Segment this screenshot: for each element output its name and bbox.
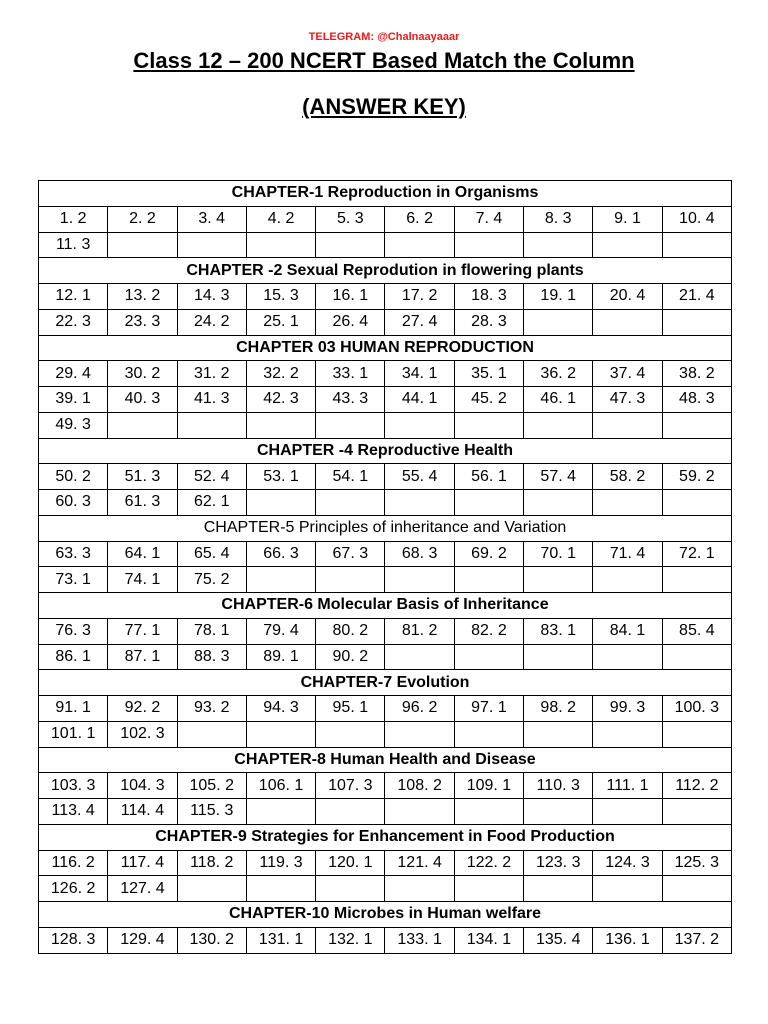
answer-cell: 87. 1 — [108, 644, 177, 670]
answer-cell: 74. 1 — [108, 567, 177, 593]
answer-row — [39, 361, 732, 387]
answer-row — [39, 696, 732, 722]
answer-cell — [593, 876, 662, 902]
answer-cell: 23. 3 — [108, 309, 177, 335]
answer-cell — [593, 412, 662, 438]
answer-cell: 114. 4 — [108, 799, 177, 825]
chapter-header-row — [39, 670, 732, 696]
answer-cell: 14. 3 — [177, 284, 246, 310]
answer-cell: 137. 2 — [662, 927, 731, 953]
answer-cell: 66. 3 — [246, 541, 315, 567]
answer-cell — [662, 412, 731, 438]
answer-cell: 64. 1 — [108, 541, 177, 567]
answer-row — [39, 284, 732, 310]
answer-cell — [454, 232, 523, 258]
answer-cell — [385, 876, 454, 902]
answer-cell — [316, 799, 385, 825]
answer-cell: 34. 1 — [385, 361, 454, 387]
answer-cell: 83. 1 — [524, 618, 593, 644]
answer-cell: 41. 3 — [177, 387, 246, 413]
answer-cell: 88. 3 — [177, 644, 246, 670]
answer-cell — [662, 232, 731, 258]
answer-cell: 31. 2 — [177, 361, 246, 387]
answer-row — [39, 412, 732, 438]
answer-cell: 25. 1 — [246, 309, 315, 335]
answer-row — [39, 618, 732, 644]
answer-cell: 130. 2 — [177, 927, 246, 953]
telegram-handle: TELEGRAM: @Chalnaayaaar — [308, 31, 460, 43]
answer-cell — [454, 721, 523, 747]
answer-cell — [454, 567, 523, 593]
answer-cell — [108, 412, 177, 438]
answer-cell — [524, 490, 593, 516]
chapter-header-row — [39, 593, 732, 619]
answer-cell: 12. 1 — [39, 284, 108, 310]
answer-cell: 75. 2 — [177, 567, 246, 593]
answer-cell: 100. 3 — [662, 696, 731, 722]
chapter-title: CHAPTER -4 Reproductive Health — [39, 438, 732, 464]
answer-cell: 86. 1 — [39, 644, 108, 670]
answer-cell: 24. 2 — [177, 309, 246, 335]
chapter-header-row — [39, 258, 732, 284]
answer-cell — [246, 232, 315, 258]
answer-cell — [524, 721, 593, 747]
answer-cell: 101. 1 — [39, 721, 108, 747]
answer-cell — [246, 567, 315, 593]
answer-cell: 48. 3 — [662, 387, 731, 413]
answer-cell: 65. 4 — [177, 541, 246, 567]
answer-cell: 27. 4 — [385, 309, 454, 335]
answer-cell — [316, 412, 385, 438]
answer-cell: 68. 3 — [385, 541, 454, 567]
answer-cell: 99. 3 — [593, 696, 662, 722]
answer-cell: 61. 3 — [108, 490, 177, 516]
answer-row — [39, 850, 732, 876]
answer-cell: 115. 3 — [177, 799, 246, 825]
chapter-title: CHAPTER-5 Principles of inheritance and Variation — [39, 515, 732, 541]
answer-cell: 106. 1 — [246, 773, 315, 799]
answer-cell: 16. 1 — [316, 284, 385, 310]
answer-row — [39, 927, 732, 953]
answer-cell: 17. 2 — [385, 284, 454, 310]
answer-cell — [246, 876, 315, 902]
answer-cell: 32. 2 — [246, 361, 315, 387]
answer-cell: 19. 1 — [524, 284, 593, 310]
answer-cell — [454, 490, 523, 516]
answer-cell: 37. 4 — [593, 361, 662, 387]
answer-cell: 79. 4 — [246, 618, 315, 644]
answer-cell — [524, 412, 593, 438]
answer-cell — [593, 490, 662, 516]
answer-cell: 7. 4 — [454, 206, 523, 232]
answer-cell: 103. 3 — [39, 773, 108, 799]
answer-cell: 22. 3 — [39, 309, 108, 335]
answer-cell: 20. 4 — [593, 284, 662, 310]
answer-cell — [177, 232, 246, 258]
answer-cell: 56. 1 — [454, 464, 523, 490]
answer-cell: 124. 3 — [593, 850, 662, 876]
answer-cell — [246, 412, 315, 438]
answer-cell — [385, 721, 454, 747]
answer-cell: 54. 1 — [316, 464, 385, 490]
answer-cell: 110. 3 — [524, 773, 593, 799]
answer-cell: 73. 1 — [39, 567, 108, 593]
answer-cell: 13. 2 — [108, 284, 177, 310]
answer-cell: 46. 1 — [524, 387, 593, 413]
answer-cell — [454, 412, 523, 438]
answer-cell: 89. 1 — [246, 644, 315, 670]
answer-cell: 40. 3 — [108, 387, 177, 413]
answer-cell: 63. 3 — [39, 541, 108, 567]
answer-cell: 85. 4 — [662, 618, 731, 644]
answer-cell — [593, 309, 662, 335]
answer-cell: 62. 1 — [177, 490, 246, 516]
answer-cell: 131. 1 — [246, 927, 315, 953]
answer-cell: 42. 3 — [246, 387, 315, 413]
answer-cell: 21. 4 — [662, 284, 731, 310]
answer-cell: 134. 1 — [454, 927, 523, 953]
answer-cell — [177, 876, 246, 902]
answer-cell: 80. 2 — [316, 618, 385, 644]
answer-cell — [593, 644, 662, 670]
answer-cell: 35. 1 — [454, 361, 523, 387]
answer-cell: 90. 2 — [316, 644, 385, 670]
answer-cell: 26. 4 — [316, 309, 385, 335]
answer-cell: 8. 3 — [524, 206, 593, 232]
answer-cell — [662, 309, 731, 335]
answer-cell — [246, 490, 315, 516]
answer-cell: 38. 2 — [662, 361, 731, 387]
answer-cell: 9. 1 — [593, 206, 662, 232]
chapter-title: CHAPTER -2 Sexual Reprodution in flowering plants — [39, 258, 732, 284]
answer-cell: 36. 2 — [524, 361, 593, 387]
answer-cell: 96. 2 — [385, 696, 454, 722]
answer-cell: 95. 1 — [316, 696, 385, 722]
answer-cell: 45. 2 — [454, 387, 523, 413]
answer-cell: 29. 4 — [39, 361, 108, 387]
answer-cell: 43. 3 — [316, 387, 385, 413]
chapter-header-row — [39, 747, 732, 773]
answer-cell — [524, 876, 593, 902]
answer-cell — [593, 721, 662, 747]
answer-cell: 30. 2 — [108, 361, 177, 387]
answer-cell: 58. 2 — [593, 464, 662, 490]
answer-cell: 39. 1 — [39, 387, 108, 413]
answer-cell: 127. 4 — [108, 876, 177, 902]
chapter-header-row — [39, 181, 732, 207]
answer-cell: 136. 1 — [593, 927, 662, 953]
chapter-title: CHAPTER-8 Human Health and Disease — [39, 747, 732, 773]
answer-cell — [593, 567, 662, 593]
answer-row — [39, 206, 732, 232]
answer-cell: 126. 2 — [39, 876, 108, 902]
answer-cell: 94. 3 — [246, 696, 315, 722]
answer-cell — [454, 799, 523, 825]
answer-cell — [593, 799, 662, 825]
answer-cell: 116. 2 — [39, 850, 108, 876]
answer-cell: 133. 1 — [385, 927, 454, 953]
chapter-header-row — [39, 335, 732, 361]
chapter-title: CHAPTER-10 Microbes in Human welfare — [39, 902, 732, 928]
answer-cell: 112. 2 — [662, 773, 731, 799]
answer-cell: 67. 3 — [316, 541, 385, 567]
answer-cell: 69. 2 — [454, 541, 523, 567]
chapter-header-row — [39, 515, 732, 541]
answer-cell — [316, 232, 385, 258]
answer-cell: 107. 3 — [316, 773, 385, 799]
answer-row — [39, 799, 732, 825]
answer-cell: 6. 2 — [385, 206, 454, 232]
answer-cell: 72. 1 — [662, 541, 731, 567]
answer-cell — [454, 876, 523, 902]
answer-cell: 123. 3 — [524, 850, 593, 876]
answer-cell — [524, 567, 593, 593]
answer-cell — [385, 412, 454, 438]
answer-row — [39, 876, 732, 902]
answer-cell: 53. 1 — [246, 464, 315, 490]
answer-cell — [316, 567, 385, 593]
answer-cell: 91. 1 — [39, 696, 108, 722]
answer-cell: 82. 2 — [454, 618, 523, 644]
answer-row — [39, 721, 732, 747]
answer-cell: 33. 1 — [316, 361, 385, 387]
page-title: Class 12 – 200 NCERT Based Match the Column — [133, 48, 635, 73]
answer-cell: 59. 2 — [662, 464, 731, 490]
answer-cell — [454, 644, 523, 670]
chapter-header-row — [39, 438, 732, 464]
answer-cell: 128. 3 — [39, 927, 108, 953]
answer-cell: 117. 4 — [108, 850, 177, 876]
answer-cell: 121. 4 — [385, 850, 454, 876]
answer-cell: 119. 3 — [246, 850, 315, 876]
answer-cell: 3. 4 — [177, 206, 246, 232]
answer-cell — [593, 232, 662, 258]
answer-cell: 78. 1 — [177, 618, 246, 644]
answer-cell: 60. 3 — [39, 490, 108, 516]
answer-cell — [662, 799, 731, 825]
chapter-header-row — [39, 902, 732, 928]
answer-cell — [316, 876, 385, 902]
answer-row — [39, 773, 732, 799]
answer-row — [39, 644, 732, 670]
answer-cell: 76. 3 — [39, 618, 108, 644]
answer-row — [39, 309, 732, 335]
answer-cell: 44. 1 — [385, 387, 454, 413]
answer-key-table — [38, 180, 732, 954]
answer-cell: 104. 3 — [108, 773, 177, 799]
answer-cell: 108. 2 — [385, 773, 454, 799]
chapter-title: CHAPTER-1 Reproduction in Organisms — [39, 181, 732, 207]
answer-cell: 2. 2 — [108, 206, 177, 232]
answer-cell: 105. 2 — [177, 773, 246, 799]
answer-cell: 93. 2 — [177, 696, 246, 722]
answer-cell — [246, 799, 315, 825]
answer-cell — [316, 490, 385, 516]
answer-cell — [385, 490, 454, 516]
chapter-title: CHAPTER-7 Evolution — [39, 670, 732, 696]
chapter-title: CHAPTER-9 Strategies for Enhancement in Food Production — [39, 824, 732, 850]
answer-cell: 28. 3 — [454, 309, 523, 335]
answer-cell — [385, 799, 454, 825]
answer-cell — [316, 721, 385, 747]
answer-cell: 10. 4 — [662, 206, 731, 232]
answer-cell: 111. 1 — [593, 773, 662, 799]
answer-cell — [524, 232, 593, 258]
answer-cell: 57. 4 — [524, 464, 593, 490]
answer-cell — [246, 721, 315, 747]
answer-cell: 71. 4 — [593, 541, 662, 567]
answer-cell — [662, 490, 731, 516]
answer-cell: 77. 1 — [108, 618, 177, 644]
answer-cell — [662, 876, 731, 902]
answer-cell: 97. 1 — [454, 696, 523, 722]
answer-cell: 18. 3 — [454, 284, 523, 310]
answer-cell: 129. 4 — [108, 927, 177, 953]
answer-cell — [385, 232, 454, 258]
answer-cell: 81. 2 — [385, 618, 454, 644]
answer-cell: 70. 1 — [524, 541, 593, 567]
answer-cell: 102. 3 — [108, 721, 177, 747]
answer-cell — [662, 567, 731, 593]
answer-cell: 120. 1 — [316, 850, 385, 876]
answer-cell — [662, 721, 731, 747]
answer-row — [39, 567, 732, 593]
answer-row — [39, 490, 732, 516]
answer-cell: 49. 3 — [39, 412, 108, 438]
answer-cell: 11. 3 — [39, 232, 108, 258]
answer-cell — [385, 644, 454, 670]
answer-cell — [177, 412, 246, 438]
chapter-title: CHAPTER-6 Molecular Basis of Inheritance — [39, 593, 732, 619]
answer-cell: 4. 2 — [246, 206, 315, 232]
answer-cell: 109. 1 — [454, 773, 523, 799]
answer-cell: 1. 2 — [39, 206, 108, 232]
answer-cell: 51. 3 — [108, 464, 177, 490]
answer-cell: 113. 4 — [39, 799, 108, 825]
answer-cell — [662, 644, 731, 670]
answer-cell: 55. 4 — [385, 464, 454, 490]
answer-cell — [524, 799, 593, 825]
answer-cell — [524, 309, 593, 335]
answer-cell: 5. 3 — [316, 206, 385, 232]
answer-row — [39, 541, 732, 567]
answer-cell: 84. 1 — [593, 618, 662, 644]
answer-cell: 98. 2 — [524, 696, 593, 722]
answer-row — [39, 464, 732, 490]
answer-cell: 15. 3 — [246, 284, 315, 310]
answer-cell — [108, 232, 177, 258]
answer-cell: 125. 3 — [662, 850, 731, 876]
answer-cell: 47. 3 — [593, 387, 662, 413]
answer-row — [39, 387, 732, 413]
answer-key-body — [39, 181, 732, 954]
answer-cell — [524, 644, 593, 670]
answer-cell — [177, 721, 246, 747]
answer-cell: 132. 1 — [316, 927, 385, 953]
answer-cell: 50. 2 — [39, 464, 108, 490]
page-subtitle: (ANSWER KEY) — [302, 94, 466, 119]
answer-cell: 92. 2 — [108, 696, 177, 722]
answer-cell — [385, 567, 454, 593]
answer-cell: 118. 2 — [177, 850, 246, 876]
chapter-header-row — [39, 824, 732, 850]
chapter-title: CHAPTER 03 HUMAN REPRODUCTION — [39, 335, 732, 361]
answer-cell: 135. 4 — [524, 927, 593, 953]
answer-row — [39, 232, 732, 258]
answer-cell: 122. 2 — [454, 850, 523, 876]
answer-cell: 52. 4 — [177, 464, 246, 490]
